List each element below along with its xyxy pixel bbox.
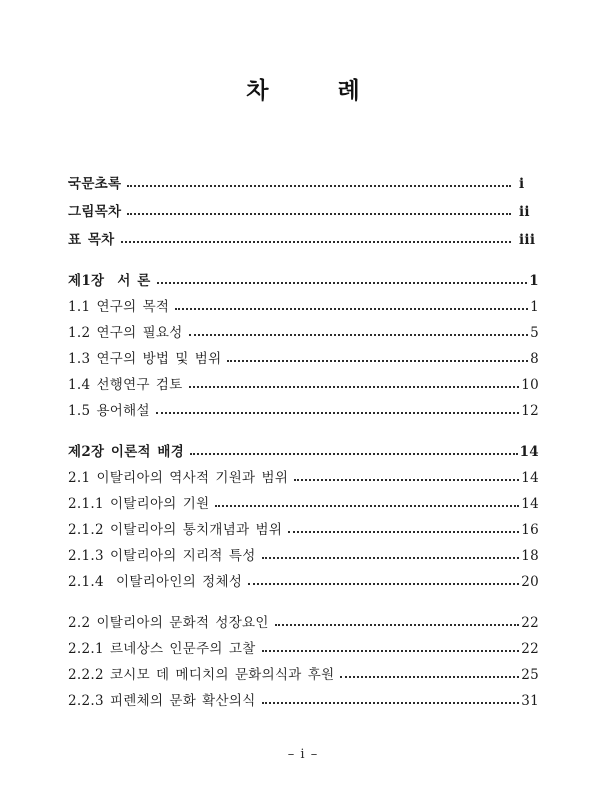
- toc-row: [68, 341, 539, 367]
- toc-entry-label: 2.1.4 이탈리아인의 정체성: [68, 574, 243, 590]
- toc-entry-page: iii: [519, 232, 536, 248]
- dotted-leader: [262, 650, 520, 652]
- toc-entry-page: 5: [530, 325, 539, 341]
- toc-entry-page: 20: [521, 574, 539, 590]
- toc-entry-label: 2.1.1 이탈리아의 기원: [68, 496, 210, 512]
- toc-entry-page: 25: [521, 667, 539, 683]
- dotted-leader: [175, 308, 528, 310]
- toc-entry-label: 그림목차: [68, 204, 122, 220]
- toc-row: [68, 631, 539, 657]
- toc-entry-page: i: [519, 176, 525, 192]
- toc-entry-page: 10: [521, 377, 539, 393]
- toc-entry-page: 14: [519, 444, 539, 460]
- toc-row: [68, 315, 539, 341]
- toc-row: [68, 564, 539, 590]
- toc-entry-label: 표 목차: [68, 232, 115, 248]
- toc-entry-label: 2.2.1 르네상스 인문주의 고찰: [68, 641, 256, 657]
- toc-entry-page: 18: [521, 548, 539, 564]
- dotted-leader: [121, 241, 511, 243]
- toc-entry-page: 12: [521, 403, 539, 419]
- toc-row: [68, 486, 539, 512]
- toc-entry-page: 16: [521, 522, 539, 538]
- toc-entry-page: 1: [529, 273, 539, 289]
- toc-row: [68, 434, 539, 460]
- toc-entry-label: 1.4 선행연구 검토: [68, 377, 183, 393]
- toc-row: [68, 683, 539, 709]
- dotted-leader: [262, 557, 520, 559]
- toc-entry-label: 제2장 이론적 배경: [68, 444, 185, 460]
- toc-row: [68, 164, 539, 192]
- toc-entry-label: 제1장 서 론: [68, 273, 151, 289]
- toc-entry-page: 22: [521, 641, 539, 657]
- dotted-leader: [157, 282, 528, 284]
- dotted-leader: [127, 213, 511, 215]
- dotted-leader: [227, 360, 528, 362]
- toc-entry-label: 2.2 이탈리아의 문화적 성장요인: [68, 615, 269, 631]
- toc-row: [68, 220, 539, 248]
- dotted-leader: [189, 334, 529, 336]
- dotted-leader: [262, 702, 520, 704]
- dotted-leader: [275, 624, 519, 626]
- toc-row: [68, 512, 539, 538]
- toc-entry-label: 2.1.3 이탈리아의 지리적 특성: [68, 548, 256, 564]
- toc-row: [68, 289, 539, 315]
- toc-entry-page: 31: [521, 693, 539, 709]
- toc-entry-page: 8: [530, 351, 539, 367]
- toc-entry-page: 1: [530, 299, 539, 315]
- toc-row: [68, 192, 539, 220]
- dotted-leader: [294, 479, 519, 481]
- toc-entry-label: 2.2.2 코시모 데 메디치의 문화의식과 후원: [68, 667, 335, 683]
- toc-entry-label: 1.5 용어해설: [68, 403, 150, 419]
- toc-row: [68, 367, 539, 393]
- toc-entry-label: 2.2.3 피렌체의 문화 확산의식: [68, 693, 256, 709]
- toc-row: [68, 605, 539, 631]
- toc-entry-label: 국문초록: [68, 176, 122, 192]
- dotted-leader: [215, 505, 519, 507]
- toc-entry-page: 14: [521, 496, 539, 512]
- toc-row: [68, 538, 539, 564]
- toc-entry-label: 2.1.2 이탈리아의 통치개념과 범위: [68, 522, 283, 538]
- toc-row: [68, 460, 539, 486]
- dotted-leader: [156, 412, 519, 414]
- table-of-contents: [68, 164, 539, 709]
- toc-entry-label: 1.1 연구의 목적: [68, 299, 170, 315]
- toc-entry-page: ii: [519, 204, 530, 220]
- dotted-leader: [190, 453, 518, 455]
- page-number-footer: – i –: [287, 747, 319, 762]
- toc-entry-page: 14: [521, 470, 539, 486]
- toc-entry-label: 2.1 이탈리아의 역사적 기원과 범위: [68, 470, 289, 486]
- toc-row: [68, 657, 539, 683]
- toc-row: [68, 263, 539, 289]
- toc-entry-page: 22: [521, 615, 539, 631]
- toc-row: [68, 393, 539, 419]
- page-title: 차 례: [246, 77, 360, 104]
- dotted-leader: [340, 676, 519, 678]
- dotted-leader: [288, 531, 519, 533]
- dotted-leader: [248, 583, 519, 585]
- toc-entry-label: 1.2 연구의 필요성: [68, 325, 183, 341]
- toc-entry-label: 1.3 연구의 방법 및 범위: [68, 351, 222, 367]
- dotted-leader: [189, 386, 520, 388]
- dotted-leader: [127, 185, 511, 187]
